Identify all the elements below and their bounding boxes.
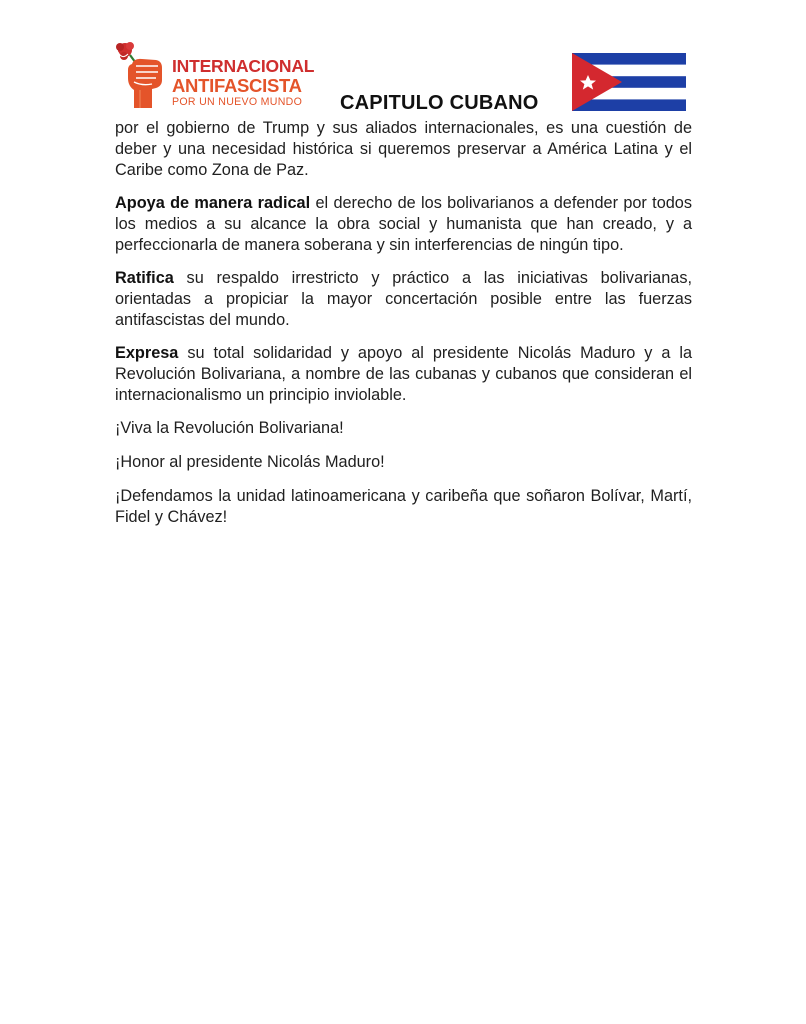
paragraph-2-lead: Apoya de manera radical — [115, 194, 311, 212]
paragraph-3-text: su respaldo irrestricto y práctico a las iniciativas bolivarianas, orientadas a propiciar la mayor concertación posible entre las fuerzas antifascistas del mundo. — [115, 269, 692, 329]
slogan-1: ¡Viva la Revolución Bolivariana! — [115, 419, 344, 437]
paragraph-4 — [115, 343, 692, 406]
paragraph-3 — [115, 268, 692, 331]
logo-line-tagline: POR UN NUEVO MUNDO — [172, 96, 303, 108]
organization-logo — [112, 40, 322, 112]
logo-line-internacional: INTERNACIONAL — [172, 56, 315, 76]
slogan-3: ¡Defendamos la unidad latinoamericana y caribeña que soñaron Bolívar, Martí, Fidel y Chávez! — [115, 487, 692, 526]
paragraph-2 — [115, 193, 692, 256]
paragraph-3-lead: Ratifica — [115, 269, 174, 287]
paragraph-2-text: el derecho de los bolivarianos a defender por todos los medios a su alcance la obra social y humanista que han creado, y a perfeccionarla de manera soberana y sin interferencias de ningún tipo. — [115, 194, 693, 254]
document-body — [115, 118, 692, 540]
paragraph-1: por el gobierno de Trump y sus aliados internacionales, es una cuestión de deber y una necesidad histórica si queremos preservar a América Latina y el Caribe como Zona de Paz. — [115, 119, 692, 179]
document-header — [0, 0, 806, 120]
logo-line-antifascista: ANTIFASCISTA — [172, 74, 302, 96]
paragraph-4-text: su total solidaridad y apoyo al presidente Nicolás Maduro y a la Revolución Bolivariana, a nombre de las cubanas y cubanos que consideran el internacionalismo un principio inviolable. — [115, 344, 692, 404]
chapter-title: CAPITULO CUBANO — [340, 92, 539, 114]
cuban-flag-icon — [572, 53, 686, 111]
paragraph-4-lead: Expresa — [115, 344, 179, 362]
slogan-2: ¡Honor al presidente Nicolás Maduro! — [115, 453, 385, 471]
raised-fist-with-flower-icon — [112, 40, 168, 112]
logo-wordmark — [172, 58, 332, 108]
